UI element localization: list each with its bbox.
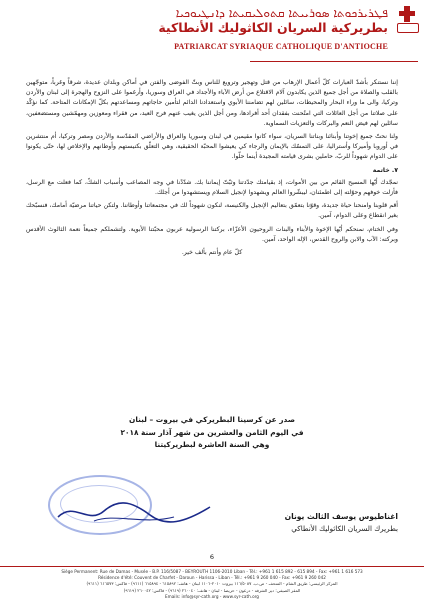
footer-divider (0, 566, 424, 567)
header-syriac-title: ܦܛܪܝܪܟܘܬܐ ܣܘܪܝܝܬܐ ܩܬܘܠܝܩܝܬܐ ܕܐܢܛܝܘܟܝܐ (175, 6, 388, 20)
paragraph-faithful: ولنا نحتّ جميع إخوتنا وأبنائنا وبناتنا السريان، سواء كانوا مقيمين في لبنان وسوريا والعراق والأراضي المقدّسة والأردن ومصر وتركيا، أم منتشرين في أوروبا وأميركا وأستراليا، على التمسّك بالإيمان والرجاء كي يعيشوا المحبّة الحقيقية، وهي التعلّق بكنيستهم وأوطانهم والإخلاص لها، حتّى يكونوا على الدوام شهوداً للربّ، حاملين بشرى قيامته المجيدة أينما حلّوا. (26, 133, 398, 161)
paragraph-praise: نمجّدك أيّها المسيح القائم من بين الأموات، إذ بقيامتك جدّدتنا وثبّتّ إيماننا بك. شدّدْنا في وجه المصاعب وأسباب الشكّ، كما فعلت مع الرسل، فأزلت خوفهم وحوّلته إلى اطمئنان، ليبشّروا العالم ويشهدوا لإنجيل السلام ويستشهدوا من أجلك. (26, 178, 398, 197)
footer-summer-address: Résidence d'été: Couvent de Charfet - Daroun - Harissa - Liban - Tél.: +961 9 260 040 - Fax: +961 9 260 042 (98, 575, 326, 581)
footer-seat-address-arabic: المركز الرئيسي: طريق الشام - المتحف - ص.ب. ١١٦/٥٠٨٧ بيروت ٢٠١٠-١١٠٦ لبنان - هاتف: ٦١٥٨٩٢ - ٦١٥٨٩٤ (٩٦١١) - فاكس: ٦١٦٥٧٣ (٩٦١١) (86, 581, 338, 587)
header-divider (250, 61, 418, 62)
page-number: 6 (209, 553, 215, 561)
issued-date: في اليوم الثامن والعشرين من شهر آذار سنة ٢٠١٨ (120, 427, 304, 437)
seal-and-signature (30, 475, 230, 555)
signer-title: بطريرك السريان الكاثوليك الأنطاكي (291, 524, 398, 533)
header-french-title: PATRIARCAT SYRIAQUE CATHOLIQUE D'ANTIOCHE (174, 42, 388, 51)
footer (2, 569, 422, 600)
paragraph-wishes: كلّ عام وأنتم بألف خير. (181, 249, 243, 257)
issued-year: وهي السنة العاشرة لبطريركيتنا (154, 440, 270, 449)
footer-summer-address-arabic: المقر الصيفي: دير الشرفة - درعون - حريصا - لبنان - هاتف: ٢٦٠٠٤٠ (٩٦١٩) - فاكس: ٢٦٠٠٤٢ (٩٦١٩) (123, 587, 301, 593)
header-arabic-title: بطريركية السريان الكاثوليك الأنطاكية (158, 20, 388, 35)
letterhead (158, 6, 418, 68)
signer-name: اغناطيوس يوسف الثالث يونان (284, 512, 398, 521)
section-title-conclusion: ٧. خاتمة (372, 166, 398, 174)
handwritten-signature-icon (54, 497, 214, 527)
issued-place: صدر عن كرسينا البطريركي في بيروت – لبنان (129, 415, 295, 424)
footer-contact: Emails: info@syr-cath.org - www.syr-cath.org (165, 593, 259, 599)
issued-statement (26, 414, 398, 452)
patriarchate-crest-icon (396, 6, 418, 32)
letter-body (26, 78, 398, 261)
signer (285, 512, 398, 533)
paragraph-terrorism: إننا نستنكر بأشدّ العبارات كلّ أعمال الإرهاب من قتل وتهجير وترويع للناس وبثّ الفوضى والفتن في أماكن وبلدان عديدة، شرقاً وغرباً، متوجّهين بالقلب والصلاة من أجل جميع الذين يكابدون آلام الاقتلاع من أرض الآباء والأجداد في العراق وسوريا، وأرغموا على النزوح والهجرة إلى لبنان والأردن وتركيا، والى ما وراء البحار والمحيطات، سائلين لهم تضامننا الأبوي واستعدادنا الدائم لتأمين حاجاتهم ومساعدتهم بكلّ الإمكانات المتاحة. كما نؤكّد على صلاتنا من أجل العائلات التي امتُحنت بفقدان أحد أفرادها، ومن أجل الذين يغيب عنهم فرح العيد، من فقراء ومعوزين ومهمّشين ومستضعفين، سائلين لهم فيض النعم والبركات والتعزيات السماوية. (26, 79, 398, 127)
paragraph-blessing: وفي الختام، نمنحكم أيّها الإخوة والأبناء والبنات الروحيون الأعزّاء، بركتنا الرسولية عربون محبّتنا الأبوية. ولتشملكم جميعاً نعمة الثالوث الأقدس وبركته: الآب والابن والروح القدس، الإله الواحد، آمين. (26, 225, 398, 243)
paragraph-prayer: أقم قلوبنا وامنحنا حياة جديدة، وقوّنا بتعمّق بتعاليم الإنجيل والكنيسة، لنكون شهوداً لك في مجتمعاتنا وأوطاننا. ولتكن حياتنا مرضيّة أمامك، فنسبّحك بغير انقطاع وعلى الدوام، آمين. (26, 202, 398, 220)
footer-seat-address: Siège Permanent: Rue de Damas - Musée - B.P. 116/5087 - BEYROUTH 1106-2010 Liban - Tél.: +961 1 615 892 - 615 894 - Fax: +961 1 616 573 (61, 569, 363, 574)
